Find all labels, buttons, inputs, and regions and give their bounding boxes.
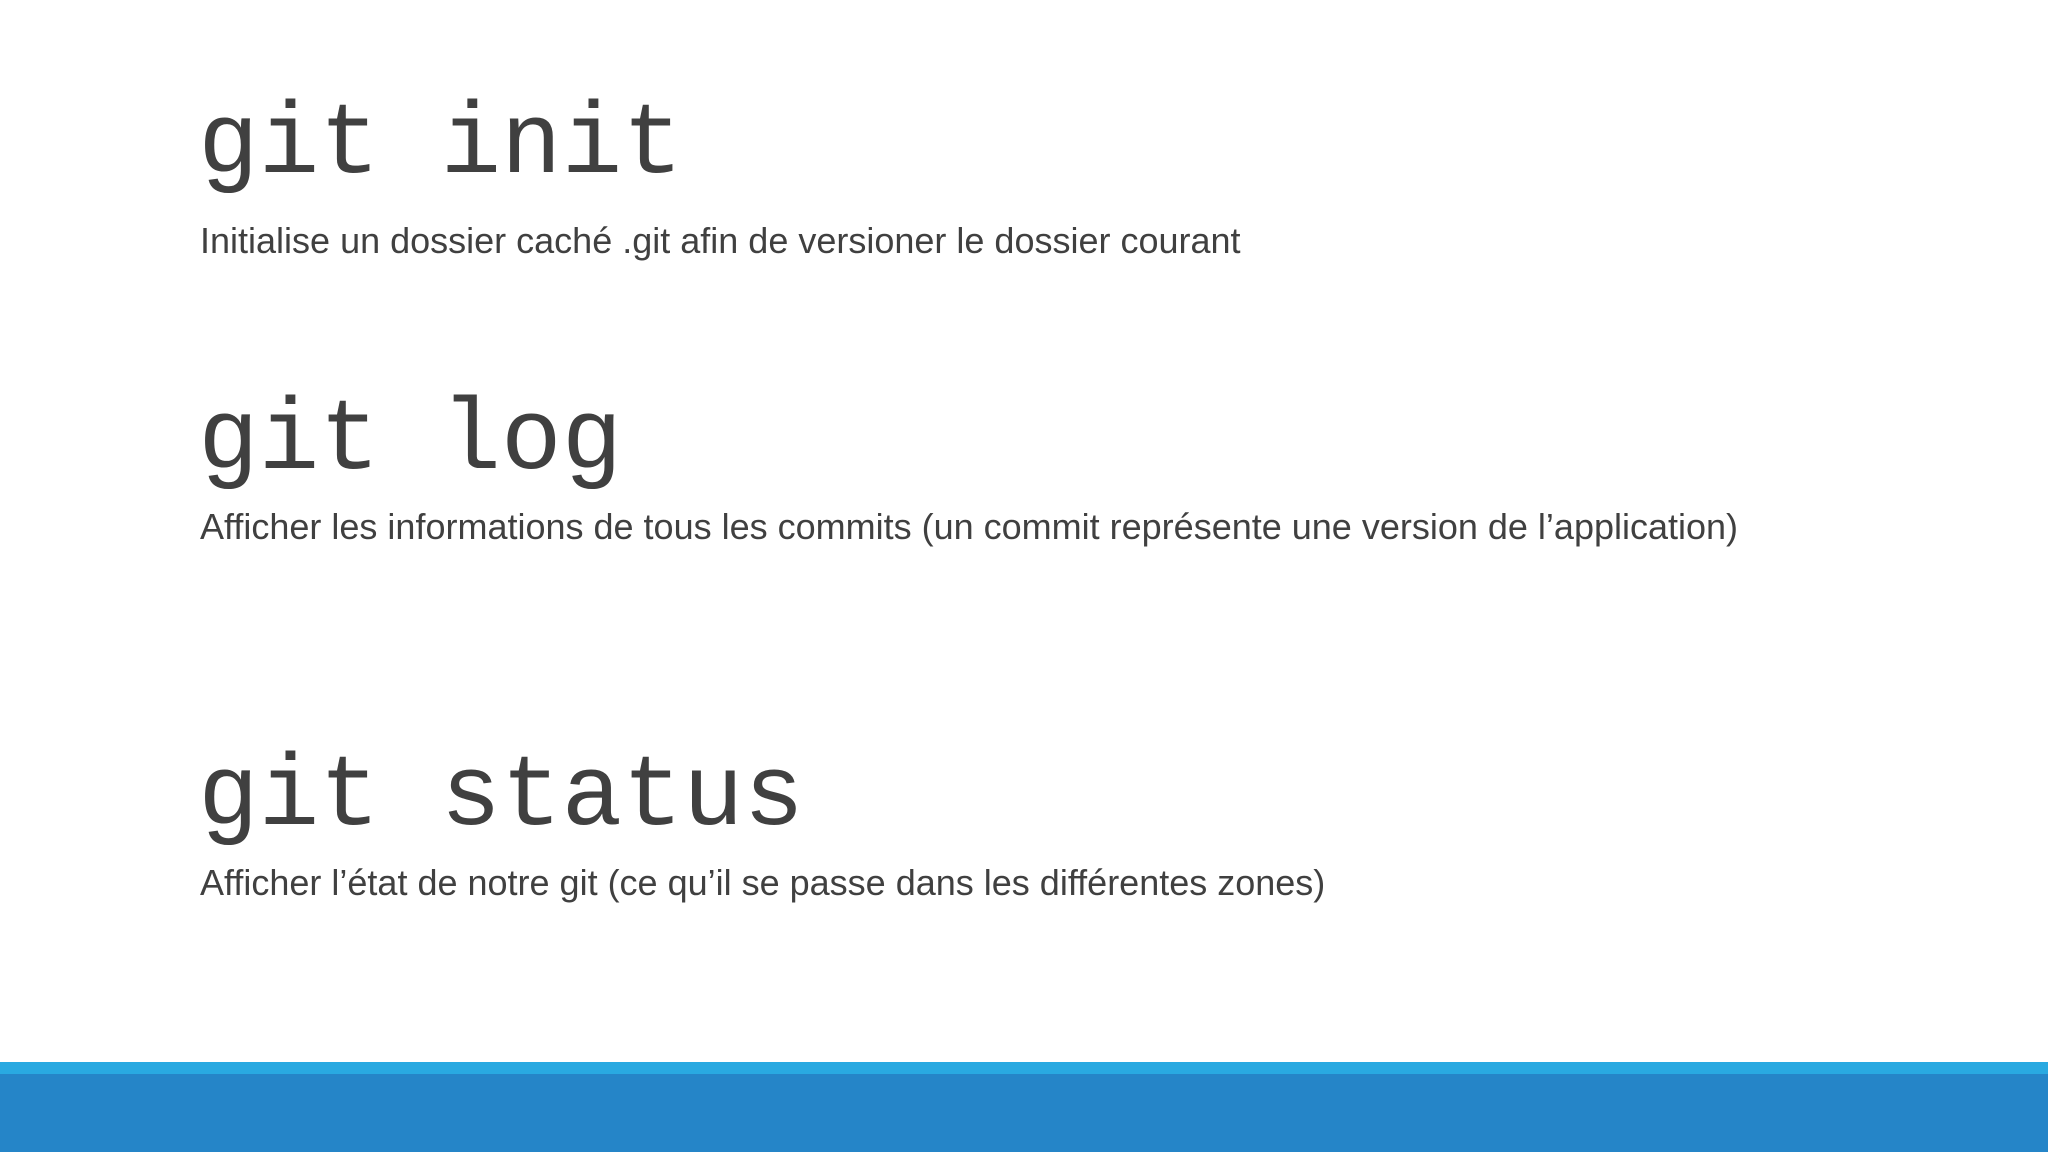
description-git-log: Afficher les informations de tous les commits (un commit représente une version de l’application)	[200, 506, 1739, 547]
command-git-log: git log	[198, 385, 623, 499]
description-git-init: Initialise un dossier caché .git afin de versioner le dossier courant	[200, 220, 1241, 261]
command-git-status: git status	[198, 741, 805, 855]
command-git-init: git init	[198, 89, 683, 203]
footer-accent-stripe	[0, 1062, 2048, 1074]
description-git-status: Afficher l’état de notre git (ce qu’il se passe dans les différentes zones)	[200, 862, 1326, 903]
footer-bar	[0, 1074, 2048, 1152]
